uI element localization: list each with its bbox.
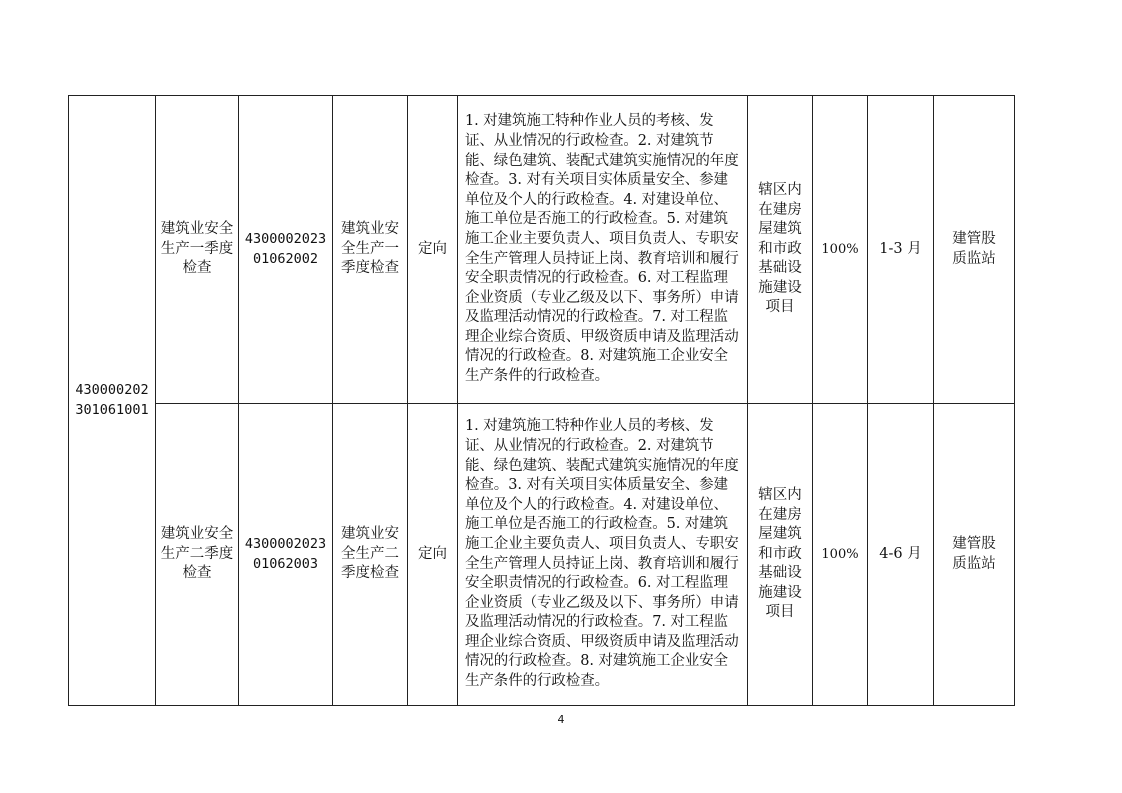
item-code-cell: 430000202301062002 [239, 96, 333, 404]
task-name-cell: 建筑业安全生产二季度检查 [333, 404, 408, 706]
dept-cell: 建管股质监站 [934, 96, 1015, 404]
inspection-table [68, 95, 1015, 706]
scope-cell: 辖区内在建房屋建筑和市政基础设施建设项目 [748, 404, 813, 706]
period-cell: 4-6 月 [868, 404, 934, 706]
method-cell: 定向 [408, 404, 458, 706]
ratio-cell: 100% [813, 96, 868, 404]
task-name-cell: 建筑业安全生产一季度检查 [333, 96, 408, 404]
page-number: 4 [557, 713, 565, 726]
item-code-cell: 430000202301062003 [239, 404, 333, 706]
content-cell: 1. 对建筑施工特种作业人员的考核、发证、从业情况的行政检查。2. 对建筑节能、绿色建筑、装配式建筑实施情况的年度检查。3. 对有关项目实体质量安全、参建单位及个人的行政检查。4. 对建设单位、施工单位是否施工的行政检查。5. 对建筑施工企业主要负责人、项目负责人、专职安全生产管理人员持证上岗、教育培训和履行安全职责情况的行政检查。6. 对工程监理企业资质（专业乙级及以下、事务所）申请及监理活动情况的行政检查。7. 对工程监理企业综合资质、甲级资质申请及监理活动情况的行政检查。8. 对建筑施工企业安全生产条件的行政检查。 [458, 404, 748, 706]
parent-code-cell: 430000202301061001 [69, 96, 156, 706]
scope-cell: 辖区内在建房屋建筑和市政基础设施建设项目 [748, 96, 813, 404]
period-cell: 1-3 月 [868, 96, 934, 404]
table-row [69, 404, 1015, 706]
item-name-cell: 建筑业安全生产二季度检查 [156, 404, 239, 706]
dept-cell: 建管股质监站 [934, 404, 1015, 706]
item-name-cell: 建筑业安全生产一季度检查 [156, 96, 239, 404]
ratio-cell: 100% [813, 404, 868, 706]
content-cell: 1. 对建筑施工特种作业人员的考核、发证、从业情况的行政检查。2. 对建筑节能、绿色建筑、装配式建筑实施情况的年度检查。3. 对有关项目实体质量安全、参建单位及个人的行政检查。4. 对建设单位、施工单位是否施工的行政检查。5. 对建筑施工企业主要负责人、项目负责人、专职安全生产管理人员持证上岗、教育培训和履行安全职责情况的行政检查。6. 对工程监理企业资质（专业乙级及以下、事务所）申请及监理活动情况的行政检查。7. 对工程监理企业综合资质、甲级资质申请及监理活动情况的行政检查。8. 对建筑施工企业安全生产条件的行政检查。 [458, 96, 748, 404]
method-cell: 定向 [408, 96, 458, 404]
table-row [69, 96, 1015, 404]
